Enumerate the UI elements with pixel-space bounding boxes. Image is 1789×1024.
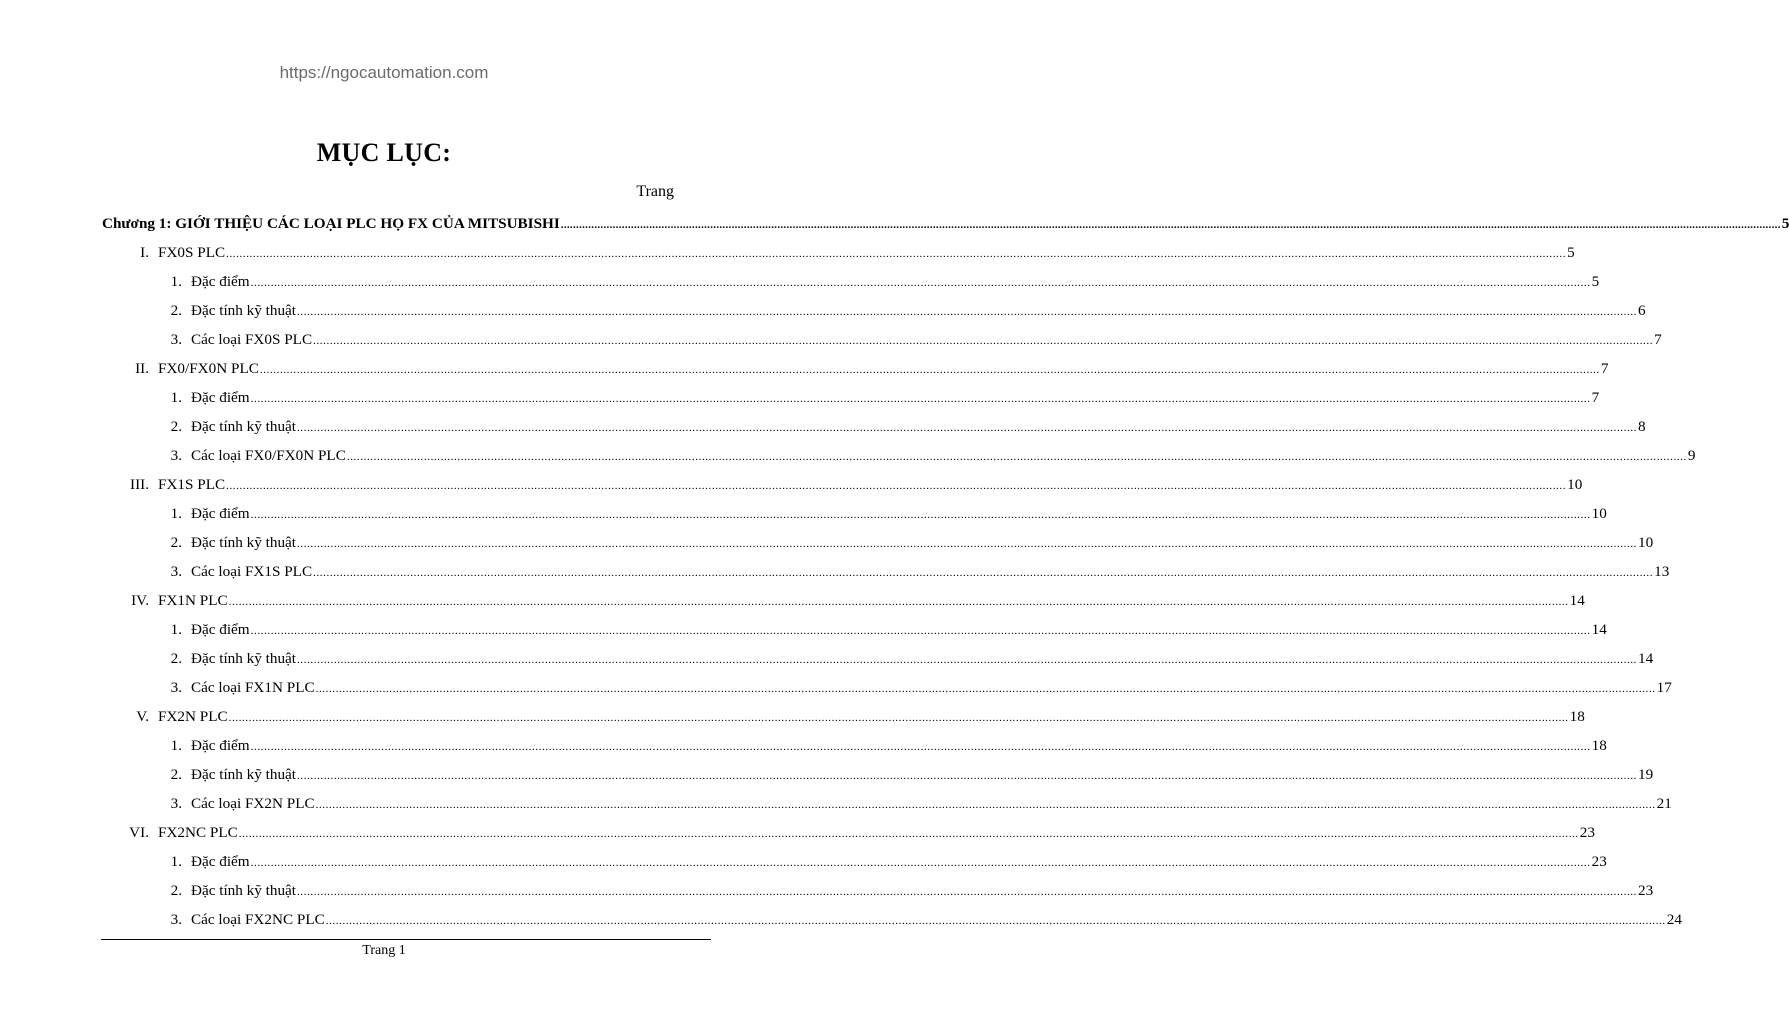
- toc-leader-dots: ................................................................................................................................................................................................................................................................................................................................................................................................................: [313, 335, 1654, 347]
- toc-page-number: 5: [1591, 273, 1600, 290]
- toc-section-4[interactable]: [100, 586, 1585, 615]
- toc-leader-dots: ................................................................................................................................................................................................................................................................................................................................................................................................................: [315, 799, 1656, 811]
- toc-section-3[interactable]: [100, 470, 1583, 499]
- toc-title: Đặc điểm: [191, 621, 250, 638]
- toc-title: Các loại FX1N PLC: [191, 679, 315, 696]
- toc-subsection-1-3[interactable]: [150, 325, 1662, 354]
- toc-leader-dots: ................................................................................................................................................................................................................................................................................................................................................................................................................: [297, 886, 1638, 898]
- toc-number: 1.: [170, 273, 182, 290]
- toc-title: Đặc tính kỹ thuật: [191, 534, 297, 551]
- toc-page-number: 14: [1569, 592, 1585, 609]
- toc-leader-dots: ................................................................................................................................................................................................................................................................................................................................................................................................................: [560, 219, 1781, 231]
- page-column-label: Trang: [636, 183, 674, 200]
- toc-subsection-4-3[interactable]: [150, 673, 1672, 702]
- toc-page-number: 10: [1567, 476, 1583, 493]
- toc-page-number: 21: [1656, 795, 1672, 812]
- toc-subsection-1-2[interactable]: [150, 296, 1646, 325]
- toc-leader-dots: ................................................................................................................................................................................................................................................................................................................................................................................................................: [313, 567, 1654, 579]
- toc-subsection-2-1[interactable]: [150, 383, 1600, 412]
- toc-subsection-1-1[interactable]: [150, 267, 1600, 296]
- toc-number: 2.: [170, 766, 182, 783]
- toc-number: 3.: [170, 447, 182, 464]
- toc-section-2[interactable]: [100, 354, 1609, 383]
- toc-leader-dots: ................................................................................................................................................................................................................................................................................................................................................................................................................: [297, 770, 1638, 782]
- toc-leader-dots: ................................................................................................................................................................................................................................................................................................................................................................................................................: [250, 277, 1591, 289]
- toc-leader-dots: ................................................................................................................................................................................................................................................................................................................................................................................................................: [226, 480, 1567, 492]
- toc-page-number: 23: [1638, 882, 1654, 899]
- toc-subsection-2-2[interactable]: [150, 412, 1646, 441]
- toc-number: III.: [130, 476, 149, 493]
- toc-number: 1.: [170, 505, 182, 522]
- toc-subsection-4-1[interactable]: [150, 615, 1607, 644]
- toc-page-number: 14: [1591, 621, 1607, 638]
- toc-number: 1.: [170, 389, 182, 406]
- toc-number: 2.: [170, 882, 182, 899]
- toc-number: 3.: [170, 795, 182, 812]
- toc-page-number: 5: [1567, 244, 1575, 261]
- toc-title: Đặc tính kỹ thuật: [191, 650, 297, 667]
- toc-page-number: 9: [1687, 447, 1696, 464]
- footer-divider: [101, 939, 711, 940]
- toc-leader-dots: ................................................................................................................................................................................................................................................................................................................................................................................................................: [297, 654, 1638, 666]
- toc-subsection-3-3[interactable]: [150, 557, 1670, 586]
- toc-title: FX1S PLC: [158, 476, 226, 493]
- toc-page-number: 7: [1654, 331, 1662, 348]
- toc-subsection-4-2[interactable]: [150, 644, 1654, 673]
- toc-title: Đặc điểm: [191, 389, 250, 406]
- toc-section-1[interactable]: [100, 238, 1575, 267]
- toc-number: 3.: [170, 563, 182, 580]
- toc-page-number: 17: [1656, 679, 1672, 696]
- toc-page-number: 18: [1569, 708, 1585, 725]
- toc-number: 2.: [170, 534, 182, 551]
- toc-leader-dots: ................................................................................................................................................................................................................................................................................................................................................................................................................: [228, 596, 1569, 608]
- toc-title: FX0/FX0N PLC: [158, 360, 259, 377]
- toc-number: 2.: [170, 650, 182, 667]
- toc-title: Chương 1: GIỚI THIỆU CÁC LOẠI PLC HỌ FX CỦA MITSUBISHI: [102, 215, 560, 232]
- toc-page-number: 13: [1654, 563, 1670, 580]
- toc-title: Các loại FX2NC PLC: [191, 911, 325, 928]
- toc-leader-dots: ................................................................................................................................................................................................................................................................................................................................................................................................................: [250, 509, 1591, 521]
- toc-title: Các loại FX2N PLC: [191, 795, 315, 812]
- toc-number: 1.: [170, 737, 182, 754]
- toc-page-number: 10: [1638, 534, 1654, 551]
- toc-title: Đặc tính kỹ thuật: [191, 418, 297, 435]
- toc-leader-dots: ................................................................................................................................................................................................................................................................................................................................................................................................................: [297, 538, 1638, 550]
- toc-number: II.: [135, 360, 149, 377]
- toc-number: 3.: [170, 679, 182, 696]
- toc-leader-dots: ................................................................................................................................................................................................................................................................................................................................................................................................................: [325, 915, 1666, 927]
- toc-title: Đặc điểm: [191, 273, 250, 290]
- toc-title: Các loại FX1S PLC: [191, 563, 313, 580]
- page-footer: Trang 1: [362, 943, 406, 958]
- toc-leader-dots: ................................................................................................................................................................................................................................................................................................................................................................................................................: [259, 364, 1600, 376]
- toc-page-number: 24: [1666, 911, 1682, 928]
- toc-page-number: 19: [1638, 766, 1654, 783]
- toc-title: Các loại FX0S PLC: [191, 331, 313, 348]
- toc-title: Các loại FX0/FX0N PLC: [191, 447, 346, 464]
- toc-number: V.: [136, 708, 149, 725]
- toc-leader-dots: ................................................................................................................................................................................................................................................................................................................................................................................................................: [226, 248, 1567, 260]
- toc-title: FX1N PLC: [158, 592, 228, 609]
- toc-subsection-6-3[interactable]: [150, 905, 1682, 934]
- toc-number: IV.: [131, 592, 149, 609]
- toc-subsection-5-1[interactable]: [150, 731, 1607, 760]
- toc-title: Đặc điểm: [191, 505, 250, 522]
- toc-number: 2.: [170, 302, 182, 319]
- toc-title: FX2NC PLC: [158, 824, 238, 841]
- toc-page-number: 5: [1781, 215, 1789, 232]
- toc-leader-dots: ................................................................................................................................................................................................................................................................................................................................................................................................................: [346, 451, 1687, 463]
- toc-chapter-1[interactable]: [102, 209, 1789, 238]
- toc-subsection-6-1[interactable]: [150, 847, 1607, 876]
- toc-leader-dots: ................................................................................................................................................................................................................................................................................................................................................................................................................: [238, 828, 1579, 840]
- toc-number: I.: [140, 244, 149, 261]
- toc-section-6[interactable]: [100, 818, 1595, 847]
- toc-number: VI.: [129, 824, 149, 841]
- toc-leader-dots: ................................................................................................................................................................................................................................................................................................................................................................................................................: [250, 625, 1591, 637]
- toc-title: Đặc tính kỹ thuật: [191, 766, 297, 783]
- toc-title: FX2N PLC: [158, 708, 228, 725]
- toc-leader-dots: ................................................................................................................................................................................................................................................................................................................................................................................................................: [297, 422, 1638, 434]
- toc-page-number: 6: [1638, 302, 1646, 319]
- toc-subsection-3-2[interactable]: [150, 528, 1654, 557]
- toc-title: Đặc tính kỹ thuật: [191, 882, 297, 899]
- toc-number: 2.: [170, 418, 182, 435]
- toc-subsection-5-3[interactable]: [150, 789, 1672, 818]
- toc-number: 1.: [170, 621, 182, 638]
- page-title: MỤC LỤC:: [316, 138, 452, 167]
- toc-number: 3.: [170, 911, 182, 928]
- toc-page-number: 18: [1591, 737, 1607, 754]
- toc-title: Đặc tính kỹ thuật: [191, 302, 297, 319]
- toc-subsection-5-2[interactable]: [150, 760, 1654, 789]
- watermark-url: https://ngocautomation.com: [279, 63, 489, 82]
- toc-title: Đặc điểm: [191, 853, 250, 870]
- toc-leader-dots: ................................................................................................................................................................................................................................................................................................................................................................................................................: [315, 683, 1656, 695]
- toc-section-5[interactable]: [100, 702, 1585, 731]
- toc-subsection-3-1[interactable]: [150, 499, 1607, 528]
- toc-leader-dots: ................................................................................................................................................................................................................................................................................................................................................................................................................: [228, 712, 1569, 724]
- toc-title: Đặc điểm: [191, 737, 250, 754]
- toc-leader-dots: ................................................................................................................................................................................................................................................................................................................................................................................................................: [250, 393, 1591, 405]
- toc-page-number: 8: [1638, 418, 1646, 435]
- toc-page-number: 14: [1638, 650, 1654, 667]
- toc-subsection-6-2[interactable]: [150, 876, 1654, 905]
- toc-leader-dots: ................................................................................................................................................................................................................................................................................................................................................................................................................: [250, 857, 1591, 869]
- toc-page-number: 7: [1600, 360, 1609, 377]
- toc-subsection-2-3[interactable]: [150, 441, 1696, 470]
- toc-leader-dots: ................................................................................................................................................................................................................................................................................................................................................................................................................: [297, 306, 1638, 318]
- toc-title: FX0S PLC: [158, 244, 226, 261]
- toc-page-number: 7: [1591, 389, 1600, 406]
- toc-page-number: 23: [1591, 853, 1607, 870]
- toc-page-number: 23: [1579, 824, 1595, 841]
- toc-page-number: 10: [1591, 505, 1607, 522]
- toc-leader-dots: ................................................................................................................................................................................................................................................................................................................................................................................................................: [250, 741, 1591, 753]
- toc-number: 3.: [170, 331, 182, 348]
- toc-number: 1.: [170, 853, 182, 870]
